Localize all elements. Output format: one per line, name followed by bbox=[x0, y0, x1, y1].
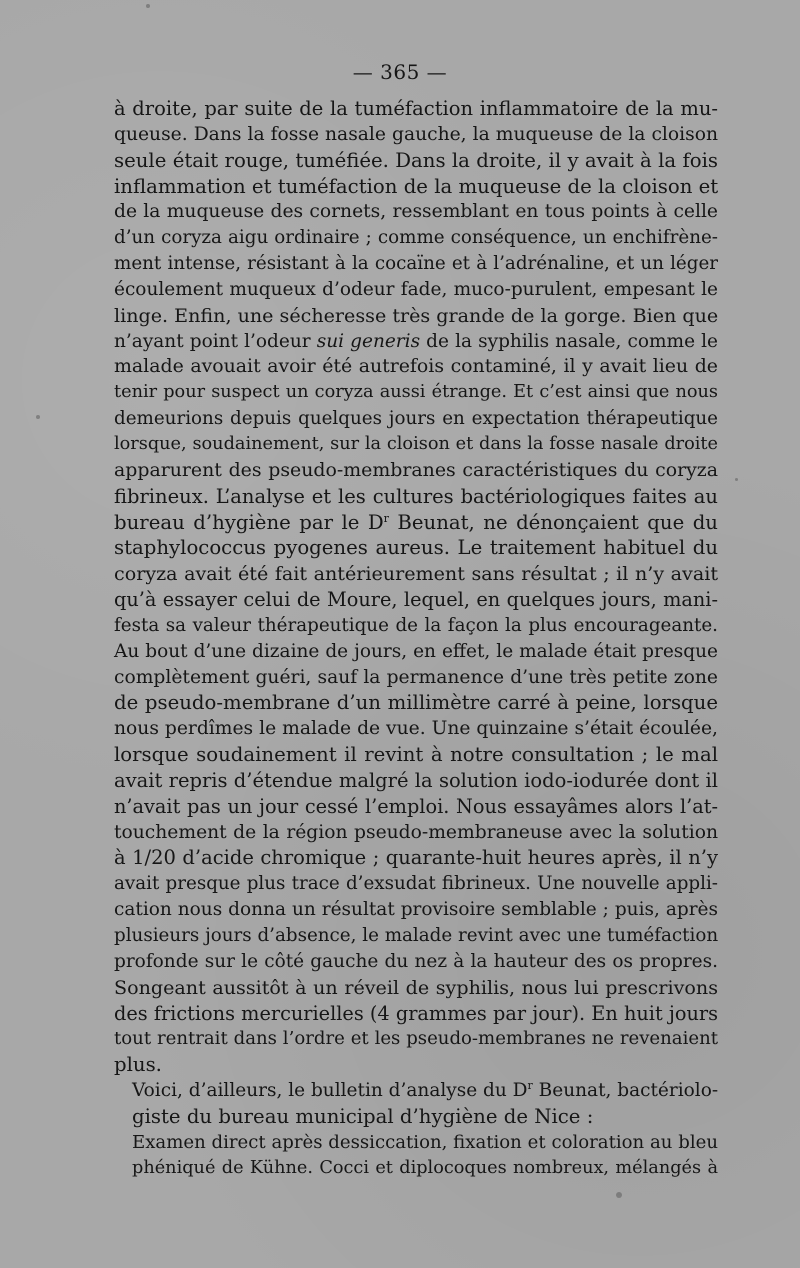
text-line: avait presque plus trace d’exsudat fibrineux. Une nouvelle appli- bbox=[114, 873, 718, 895]
text-line: touchement de la région pseudo-membraneuse avec la solution bbox=[114, 821, 718, 843]
page-number: — 365 — bbox=[352, 60, 448, 84]
superscript: r bbox=[383, 511, 389, 525]
paragraph bbox=[114, 1078, 718, 1130]
text-line: staphylococcus pyogenes aureus. Le traitement habituel du bbox=[114, 536, 718, 560]
text-line: n’avait pas un jour cessé l’emploi. Nous essayâmes alors l’at- bbox=[114, 794, 718, 818]
text-line: cation nous donna un résultat provisoire semblable ; puis, après bbox=[114, 899, 718, 921]
text-line: n’ayant point l’odeur sui generis de la syphilis nasale, comme le bbox=[114, 330, 718, 352]
text-line: lorsque soudainement il revint à notre consultation ; le mal bbox=[114, 743, 718, 767]
text-line: Voici, d’ailleurs, le bulletin d’analyse du $D^r$ Beunat, bactériolo- bbox=[132, 1079, 719, 1102]
text-line: lorsque, soudainement, sur la cloison et dans la fosse nasale droite bbox=[114, 433, 718, 454]
text-line: phéniqué de Kühne. Cocci et diplocoques nombreux, mélangés à bbox=[132, 1157, 718, 1178]
text-line: avait repris d’étendue malgré la solution iodo-iodurée dont il bbox=[114, 768, 718, 792]
text-line: écoulement muqueux d’odeur fade, muco-purulent, empesant le bbox=[114, 278, 718, 300]
text-line: de la muqueuse des cornets, ressemblant en tous points à celle bbox=[114, 201, 718, 223]
text-line: profonde sur le côté gauche du nez à la hauteur des os propres. bbox=[114, 950, 718, 972]
superscript: r bbox=[527, 1079, 533, 1093]
text-line: tout rentrait dans l’ordre et les pseudo-membranes ne revenaient bbox=[114, 1028, 718, 1050]
text-line: à droite, par suite de la tuméfaction inflammatoire de la mu- bbox=[114, 97, 718, 120]
text-line: festa sa valeur thérapeutique de la façon la plus encourageante. bbox=[114, 614, 718, 636]
text-line: inflammation et tuméfaction de la muqueuse de la cloison et bbox=[114, 174, 719, 198]
text-line: ment intense, résistant à la cocaïne et à l’adrénaline, et un léger bbox=[114, 253, 718, 275]
paper-speck bbox=[616, 1192, 622, 1198]
text-line: à 1/20 d’acide chromique ; quarante-huit heures après, il n’y bbox=[114, 846, 718, 870]
text-line: d’un coryza aigu ordinaire ; comme conséquence, un enchifrène- bbox=[114, 227, 718, 249]
text-line: de pseudo-membrane d’un millimètre carré à peine, lorsque bbox=[114, 691, 718, 715]
text-line: malade avouait avoir été autrefois contaminé, il y avait lieu de bbox=[114, 355, 718, 378]
italic-phrase: sui generis bbox=[316, 330, 421, 352]
text-line: giste du bureau municipal d’hygiène de Nice : bbox=[132, 1104, 594, 1128]
text-line: queuse. Dans la fosse nasale gauche, la muqueuse de la cloison bbox=[114, 123, 718, 145]
text-line: apparurent des pseudo-membranes caractéristiques du coryza bbox=[114, 458, 718, 481]
text-line: qu’à essayer celui de Moure, lequel, en quelques jours, mani- bbox=[114, 588, 718, 612]
text-line: Examen direct après dessiccation, fixation et coloration au bleu bbox=[132, 1131, 718, 1153]
text-line: plusieurs jours d’absence, le malade revint avec une tuméfaction bbox=[114, 925, 719, 946]
text-line: nous perdîmes le malade de vue. Une quinzaine s’était écoulée, bbox=[114, 718, 718, 740]
paper-speck bbox=[735, 478, 738, 481]
paper-speck bbox=[36, 415, 40, 419]
paragraph bbox=[114, 96, 718, 1078]
text-line: coryza avait été fait antérieurement sans résultat ; il n’y avait bbox=[114, 562, 718, 586]
text-line: seule était rouge, tuméfiée. Dans la droite, il y avait à la fois bbox=[114, 148, 718, 172]
paragraph bbox=[114, 1130, 718, 1182]
text-line: bureau d’hygiène par le $D^r$ Beunat, ne dénonçaient que du bbox=[114, 510, 718, 534]
paper-speck bbox=[146, 4, 150, 8]
body-text bbox=[114, 96, 718, 1181]
text-line: Songeant aussitôt à un réveil de syphilis, nous lui prescrivons bbox=[114, 975, 718, 999]
text-line: tenir pour suspect un coryza aussi étrange. Et c’est ainsi que nous bbox=[114, 382, 718, 403]
text-line: des frictions mercurielles (4 grammes par jour). En huit jours bbox=[114, 1001, 718, 1025]
text-line: plus. bbox=[114, 1053, 162, 1077]
text-line: fibrineux. L’analyse et les cultures bactériologiques faites au bbox=[114, 484, 718, 508]
text-line: linge. Enfin, une sécheresse très grande de la gorge. Bien que bbox=[114, 303, 719, 327]
text-line: complètement guéri, sauf la permanence d’une très petite zone bbox=[114, 666, 718, 688]
text-line: demeurions depuis quelques jours en expectation thérapeutique bbox=[114, 408, 718, 430]
text-line: Au bout d’une dizaine de jours, en effet, le malade était presque bbox=[114, 640, 718, 662]
